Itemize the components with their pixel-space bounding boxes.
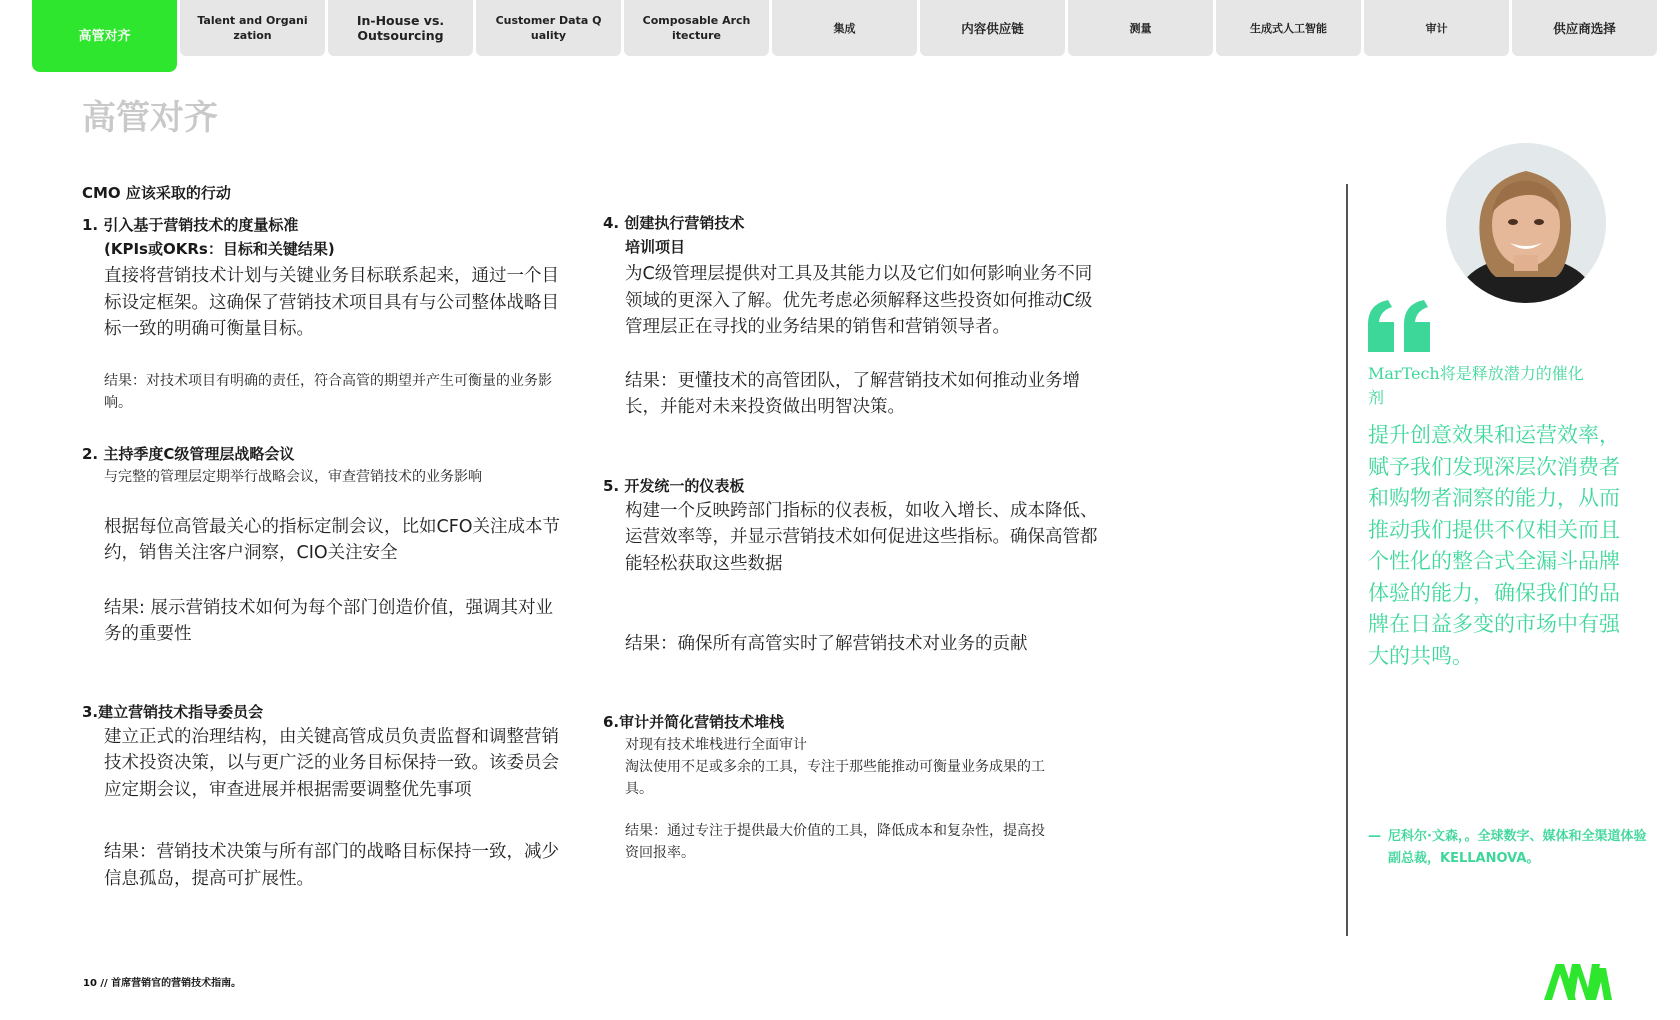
action-item-title: 3.建立营销技术指导委员会 [82,702,264,721]
action-item-4 [603,211,1103,421]
action-item-description: 淘汰使用不足或多余的工具，专注于那些能推动可衡量业务成果的工具。 [625,758,1045,797]
attribution-text: 尼科尔·文森，。全球数字、媒体和全渠道体验副总裁，KELLANOVA。 [1388,829,1647,866]
tab-measurement[interactable]: 测量 [1068,0,1213,56]
action-item-6 [603,710,1103,864]
action-item-lead: 对现有技术堆栈进行全面审计 [625,736,807,753]
tab-generative-ai[interactable]: 生成式人工智能 [1216,0,1361,56]
action-item-description: 根据每位高管最关心的指标定制会议，比如CFO关注成本节约，销售关注客户洞察，CIO关注安全 [104,516,561,563]
action-item-result: 结果：营销技术决策与所有部门的战略目标保持一致，减少信息孤岛，提高可扩展性。 [104,842,559,889]
action-item-title: 6.审计并简化营销技术堆栈 [603,712,785,731]
quote-lead: MarTech将是释放潜力的催化剂 [1368,364,1584,407]
tab-customer-data-quality[interactable]: Customer Data Q uality [476,0,621,56]
tab-executive-alignment[interactable]: 高管对齐 [32,0,177,72]
tab-content-supply-chain[interactable]: 内容供应链 [920,0,1065,56]
column-divider [1346,184,1348,936]
ana-logo [1544,958,1612,1002]
action-item-result: 结果：确保所有高管实时了解营销技术对业务的贡献 [625,634,1028,654]
portrait-image [1446,143,1606,303]
action-item-1 [82,213,562,414]
action-item-result: 结果：通过专注于提供最大价值的工具，降低成本和复杂性，提高投资回报率。 [625,822,1045,861]
action-item-subtitle: (KPIs或OKRs：目标和关键结果) [104,240,335,258]
action-item-subtitle: 与完整的管理层定期举行战略会议，审查营销技术的业务影响 [104,468,482,485]
action-item-title: 5. 开发统一的仪表板 [603,476,745,495]
avatar [1446,143,1606,303]
action-item-description: 为C级管理层提供对工具及其能力以及它们如何影响业务不同领域的更深入了解。优先考虑必须解释这些投资如何推动C级管理层正在寻找的业务结果的销售和营销领导者。 [625,264,1093,337]
action-item-result: 结果: 展示营销技术如何为每个部门创造价值，强调其对业务的重要性 [104,597,553,644]
tab-talent-organization[interactable]: Talent and Organi zation [180,0,325,56]
action-item-description: 建立正式的治理结构，由关键高管成员负责监督和调整营销技术投资决策，以与更广泛的业务目标保持一致。该委员会应定期会议，审查进展并根据需要调整优先事项 [104,726,559,800]
tab-audit[interactable]: 审计 [1364,0,1509,56]
page-title: 高管对齐 [82,98,218,138]
page-footer: 10 // 首席营销官的营销技术指南。 [83,978,242,989]
action-item-result: 结果：更懂技术的高管团队，了解营销技术如何推动业务增长，并能对未来投资做出明智决策。 [625,370,1080,417]
left-column [82,182,562,892]
quote-body: 提升创意效果和运营效率，赋予我们发现深层次消费者和购物者洞察的能力，从而推动我们提供不仅相关而且个性化的整合式全漏斗品牌体验的能力，确保我们的品牌在日益多变的市场中有强大的共鸣。 [1368,423,1620,668]
action-item-5 [603,474,1103,658]
attribution-dash: — [1368,829,1381,844]
action-item-3 [82,700,562,893]
action-item-subtitle: 培训项目 [625,238,686,256]
tab-integration[interactable]: 集成 [772,0,917,56]
quote-mark-icon [1366,300,1434,352]
section-tab-bar [32,0,1664,72]
action-item-title: 4. 创建执行营销技术 [603,214,745,232]
action-item-description: 构建一个反映跨部门指标的仪表板，如收入增长、成本降低、运营效率等，并显示营销技术如何促进这些指标。确保高管都能轻松获取这些数据 [625,500,1098,574]
action-item-2 [82,442,562,648]
middle-column [603,211,1103,864]
section-label: CMO 应该采取的行动 [82,184,231,202]
action-item-description: 直接将营销技术计划与关键业务目标联系起来，通过一个目标设定框架。这确保了营销技术项目具有与公司整体战略目标一致的明确可衡量目标。 [104,266,559,339]
quote-attribution [1368,826,1648,869]
tab-inhouse-outsourcing[interactable]: In-House vs. Outsourcing [328,0,473,56]
action-item-title: 2. 主持季度C级管理层战略会议 [82,444,295,463]
tab-composable-architecture[interactable]: Composable Arch itecture [624,0,769,56]
tab-vendor-selection[interactable]: 供应商选择 [1512,0,1657,56]
action-item-result: 结果：对技术项目有明确的责任，符合高管的期望并产生可衡量的业务影响。 [104,372,552,411]
action-item-title: 1. 引入基于营销技术的度量标准 [82,216,299,234]
